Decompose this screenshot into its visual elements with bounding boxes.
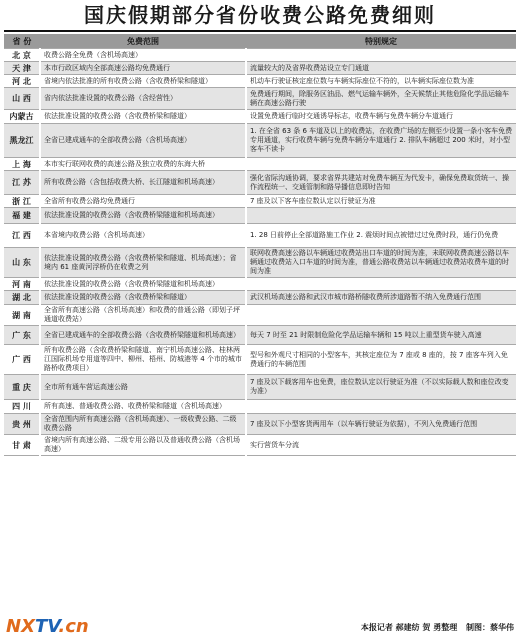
table-row	[4, 124, 516, 158]
scope-cell: 省内依法批准设置的收费公路（含经营性）	[40, 88, 246, 110]
province-cell: 广 西	[4, 345, 40, 375]
province-cell: 福 建	[4, 208, 40, 224]
special-cell: 1. 28 日前停止全部道路施工作业 2. 震烦时间点被错过过免费时段，通行仍免费	[246, 224, 516, 248]
scope-cell: 全省已建成通车的全部收费公路（含收费桥梁隧道和机场高速）	[40, 326, 246, 345]
scope-cell: 所有收费公路（含收费桥梁和隧道、南宁机场高速公路、桂林两江国际机场专用道等四中、柳州、梧州、防城港等 4 个市的城市路桥收费项目）	[40, 345, 246, 375]
scope-cell: 本市实行联网收费的高速公路及独立收费的东海大桥	[40, 158, 246, 171]
table-row	[4, 195, 516, 208]
special-cell	[246, 208, 516, 224]
table-row	[4, 110, 516, 124]
scope-cell: 所有收费公路（含包括收费大桥、长江隧道和机场高速）	[40, 171, 246, 195]
scope-cell: 全省所有收费公路均免费通行	[40, 195, 246, 208]
footer	[0, 618, 520, 638]
page-title: 国庆假期部分省份收费公路免费细则	[4, 0, 516, 32]
designer-credit: 制图：蔡华伟	[466, 623, 514, 632]
province-cell: 重 庆	[4, 375, 40, 400]
special-cell: 7 座及以下客车座位数认定以行驶证为准	[246, 195, 516, 208]
scope-cell: 省境内依法批准的所有收费公路（含收费桥梁和隧道）	[40, 75, 246, 88]
province-cell: 江 西	[4, 224, 40, 248]
scope-cell: 本省境内收费公路（含机场高速）	[40, 224, 246, 248]
special-cell: 联网收费高速公路以车辆通过收费站出口车道的时间为准，未联网收费高速公路以车辆通过收费站入口车道的时间为准，普通公路收费站以车辆通过收费站收费车道的时间为准	[246, 248, 516, 278]
province-cell: 上 海	[4, 158, 40, 171]
scope-cell: 所有高速、普通收费公路、收费桥梁和隧道（含机场高速）	[40, 400, 246, 414]
reporter-credit: 本报记者 郝建纺 贺 勇整理	[360, 623, 458, 632]
header-special: 特别规定	[246, 34, 516, 49]
scope-cell: 全省已建成通车的全部收费公路（含机场高速）	[40, 124, 246, 158]
table-row	[4, 171, 516, 195]
site-logo: NXTV.cn	[6, 616, 89, 637]
table-row	[4, 224, 516, 248]
scope-cell: 依法批准设置的收费公路（含收费桥梁和隧道、机场高速）；省境内 61 座黄河浮桥仍在收费之列	[40, 248, 246, 278]
table-row	[4, 49, 516, 62]
special-cell: 7 座及以下小型客货两用车（以车辆行驶证为依据），不列入免费通行范围	[246, 414, 516, 435]
table-row	[4, 435, 516, 456]
table-row	[4, 208, 516, 224]
province-cell: 湖 南	[4, 305, 40, 326]
table-row	[4, 345, 516, 375]
scope-cell: 收费公路全免费（含机场高速）	[40, 49, 246, 62]
scope-cell: 依法批准设置的收费公路（含收费桥梁隧道和机场高速）	[40, 278, 246, 291]
scope-cell: 依法批准设置的收费公路（含收费桥梁和隧道）	[40, 291, 246, 305]
province-cell: 山 东	[4, 248, 40, 278]
special-cell: 7 座及以下载客用车也免费，座位数认定以行驶证为准（不以实际载人数和座位改变为准）	[246, 375, 516, 400]
province-cell: 内蒙古	[4, 110, 40, 124]
special-cell: 设置免费通行临时交通诱导标志，收费车辆与免费车辆分车道通行	[246, 110, 516, 124]
special-cell: 1. 在全省 63 条 6 车道及以上的收费站，在收费广场的左侧至少设置一条小客车免费专用通道，实行收费车辆与免费车辆分车道通行 2. 排队车辆超过 200 米时，对小型客车不读卡	[246, 124, 516, 158]
scope-cell: 依法批准设置的收费公路（含收费桥梁和隧道）	[40, 110, 246, 124]
table-header-row	[4, 34, 516, 49]
table-row	[4, 62, 516, 75]
table-row	[4, 278, 516, 291]
scope-cell: 依法批准设置的收费公路（含收费桥梁隧道和机场高速）	[40, 208, 246, 224]
table-row	[4, 75, 516, 88]
province-cell: 北 京	[4, 49, 40, 62]
special-cell	[246, 400, 516, 414]
table-row	[4, 326, 516, 345]
province-cell: 四 川	[4, 400, 40, 414]
scope-cell: 省境内所有高速公路、二级专用公路以及普通收费公路（含机场高速）	[40, 435, 246, 456]
province-cell: 贵 州	[4, 414, 40, 435]
credit-line	[355, 622, 514, 633]
scope-cell: 全省范围内所有高速公路（含机场高速）、一级收费公路、二级收费公路	[40, 414, 246, 435]
table-row	[4, 248, 516, 278]
province-cell: 河 北	[4, 75, 40, 88]
province-cell: 浙 江	[4, 195, 40, 208]
table-row	[4, 158, 516, 171]
special-cell: 机动车行驶证核定座位数与车辆实际座位不符的，以车辆实际座位数为准	[246, 75, 516, 88]
table-row	[4, 400, 516, 414]
scope-cell: 全省所有高速公路（含机场高速）和收费的普通公路（即划子坪通道收费站）	[40, 305, 246, 326]
special-cell: 每天 7 时至 21 时限制危险化学品运输车辆和 15 吨以上重型货车驶入高速	[246, 326, 516, 345]
table-row	[4, 375, 516, 400]
special-cell	[246, 278, 516, 291]
header-scope: 免费范围	[40, 34, 246, 49]
scope-cell: 本市行政区域内全部高速公路均免费通行	[40, 62, 246, 75]
province-cell: 黑龙江	[4, 124, 40, 158]
table-row	[4, 414, 516, 435]
table-row	[4, 305, 516, 326]
special-cell: 流量较大的及省界收费站设立专门通道	[246, 62, 516, 75]
special-cell	[246, 158, 516, 171]
scope-cell: 全市所有通车营运高速公路	[40, 375, 246, 400]
province-cell: 甘 肃	[4, 435, 40, 456]
special-cell: 武汉机场高速公路和武汉市城市路桥隧收费所涉道路暂不纳入免费通行范围	[246, 291, 516, 305]
table-row	[4, 88, 516, 110]
special-cell: 实行营货车分流	[246, 435, 516, 456]
special-cell: 强化省际沟通协调，要求省界共建站对免费车辆互为代发卡，确保免费取货统一、操作流程统一、交通管制和路导播信息即时告知	[246, 171, 516, 195]
province-cell: 湖 北	[4, 291, 40, 305]
province-cell: 广 东	[4, 326, 40, 345]
header-province: 省 份	[4, 34, 40, 49]
province-cell: 河 南	[4, 278, 40, 291]
province-cell: 天 津	[4, 62, 40, 75]
province-cell: 山 西	[4, 88, 40, 110]
province-cell: 江 苏	[4, 171, 40, 195]
table-row	[4, 291, 516, 305]
special-cell	[246, 305, 516, 326]
special-cell: 免费通行期间，除服务区油品、燃气运输车辆外，全天候禁止其他危险化学品运输车辆在高速公路行驶	[246, 88, 516, 110]
special-cell	[246, 49, 516, 62]
regulation-table	[4, 34, 516, 456]
special-cell: 型号和外观尺寸相同的小型客车，其核定座位为 7 座或 8 座的，按 7 座客车列入免费通行的车辆范围	[246, 345, 516, 375]
